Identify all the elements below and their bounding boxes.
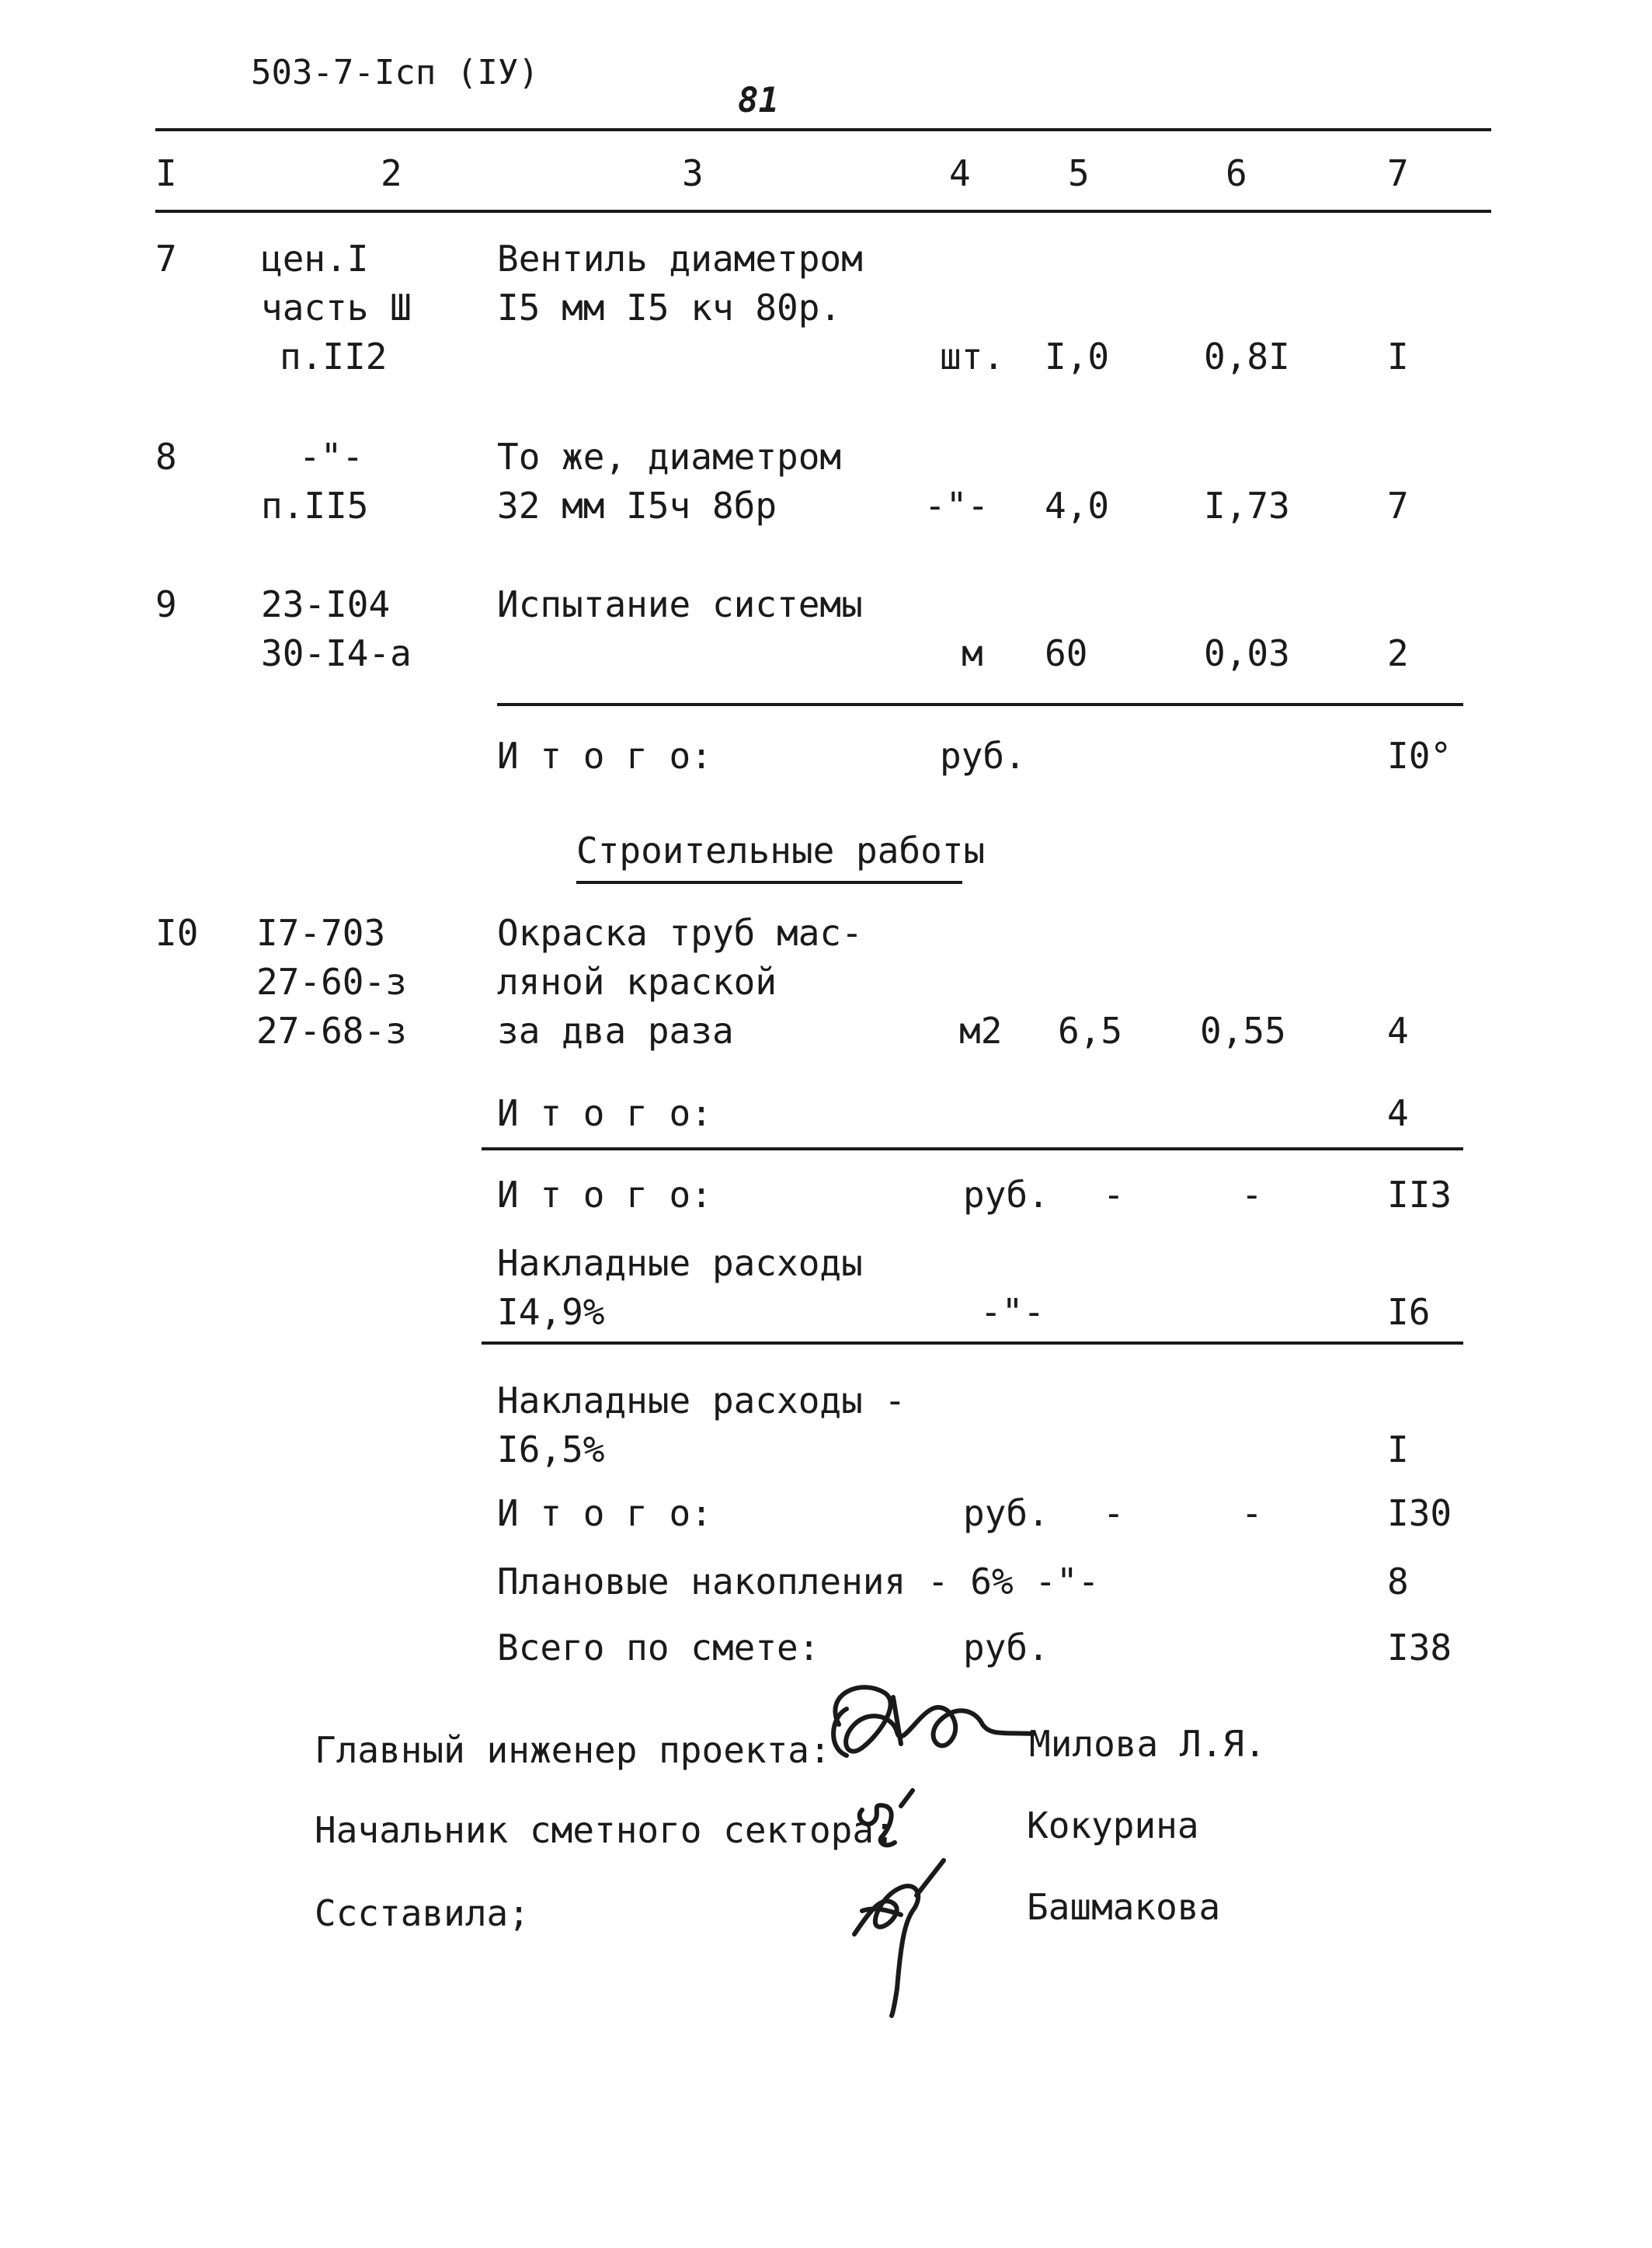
signatory-role: Ссставила; <box>315 1892 530 1934</box>
item-description: ляной краской <box>497 961 777 1003</box>
total: I30 <box>1387 1492 1452 1534</box>
total: 4 <box>1387 1010 1409 1052</box>
unit: м <box>962 632 983 674</box>
page-number: 81 <box>738 81 779 120</box>
unit: руб. <box>963 1492 1049 1534</box>
norm-code: цен.I <box>261 238 369 280</box>
unit-price: 0,55 <box>1200 1010 1286 1052</box>
total: II3 <box>1387 1174 1452 1216</box>
total-label: И т о г о: <box>497 1174 712 1216</box>
signatory-role: Главный инженер проекта: <box>315 1729 831 1771</box>
total: I0° <box>1387 735 1452 777</box>
handwritten-signatures <box>808 1662 1056 2020</box>
dash: - <box>1241 1492 1263 1534</box>
unit: -"- <box>980 1291 1045 1333</box>
total: I6 <box>1387 1291 1431 1333</box>
quantity: I,0 <box>1045 336 1110 378</box>
norm-code: 30-I4-а <box>261 632 412 674</box>
norm-code: 23-I04 <box>261 583 391 625</box>
total: I38 <box>1387 1627 1452 1669</box>
signatory-name: Кокурина <box>1027 1804 1199 1846</box>
unit: руб. <box>963 1627 1049 1669</box>
signatory-name: Башмакова <box>1027 1886 1221 1928</box>
item-description: I5 мм I5 кч 80р. <box>497 287 842 329</box>
dash: - <box>1241 1174 1263 1216</box>
col-header-1: I <box>155 152 177 194</box>
col-header-4: 4 <box>949 152 971 194</box>
overhead-rule <box>482 1341 1463 1345</box>
col-header-6: 6 <box>1226 152 1247 194</box>
norm-code: п.II5 <box>261 485 369 527</box>
norm-code: 27-60-з <box>256 961 407 1003</box>
item-description: за два раза <box>497 1010 734 1052</box>
total: 2 <box>1387 632 1409 674</box>
overhead-label: Накладные расходы - <box>497 1380 906 1422</box>
row-number: 9 <box>155 583 177 625</box>
norm-code: I7-703 <box>256 912 386 954</box>
header-bottom-rule <box>155 210 1491 213</box>
row-number: 8 <box>155 436 177 478</box>
col-header-3: 3 <box>682 152 704 194</box>
overhead-rate: I6,5% <box>497 1428 605 1470</box>
norm-code: 27-68-з <box>256 1010 407 1052</box>
signatory-role: Начальник сметного сектора: <box>315 1809 896 1851</box>
overhead-label: Накладные расходы <box>497 1242 863 1284</box>
item-description: То же, диаметром <box>497 436 842 478</box>
item-description: Вентиль диаметром <box>497 238 863 280</box>
unit: руб. <box>963 1174 1049 1216</box>
unit: шт. <box>940 336 1005 378</box>
row-number: I0 <box>155 912 199 954</box>
quantity: 6,5 <box>1058 1010 1123 1052</box>
item-description: 32 мм I5ч 8бр <box>497 485 777 527</box>
planned-savings-label: Плановые накопления - 6% -"- <box>497 1561 1100 1602</box>
item-description: Окраска труб мас- <box>497 912 863 954</box>
subtotal-label: И т о г о: <box>497 1092 712 1134</box>
total-rule <box>482 1147 1463 1150</box>
total: 8 <box>1387 1561 1409 1602</box>
quantity: 60 <box>1045 632 1088 674</box>
subtotal-rule <box>497 703 1463 706</box>
total-label: И т о г о: <box>497 1492 712 1534</box>
grand-total-label: Всего по смете: <box>497 1627 820 1669</box>
unit-price: 0,8I <box>1204 336 1290 378</box>
unit-price: I,73 <box>1204 485 1290 527</box>
total: I <box>1387 336 1409 378</box>
total: 4 <box>1387 1092 1409 1134</box>
total: 7 <box>1387 485 1409 527</box>
col-header-7: 7 <box>1387 152 1409 194</box>
col-header-5: 5 <box>1068 152 1090 194</box>
row-number: 7 <box>155 238 177 280</box>
overhead-rate: I4,9% <box>497 1291 605 1333</box>
quantity: 4,0 <box>1045 485 1110 527</box>
norm-code: п.II2 <box>280 336 388 378</box>
norm-code: -"- <box>299 436 364 478</box>
col-header-2: 2 <box>381 152 402 194</box>
item-description: Испытание системы <box>497 583 863 625</box>
section-title: Строительные работы <box>576 830 986 872</box>
signatory-name: Милова Л.Я. <box>1029 1723 1266 1765</box>
unit: -"- <box>924 485 989 527</box>
dash: - <box>1103 1174 1125 1216</box>
norm-code: часть Ш <box>261 287 412 329</box>
document-code: 503-7-Iсп (IУ) <box>251 53 539 92</box>
total: I <box>1387 1428 1409 1470</box>
section-title-underline <box>576 881 962 884</box>
table-top-rule <box>155 128 1491 131</box>
unit-price: 0,03 <box>1204 632 1290 674</box>
dash: - <box>1103 1492 1125 1534</box>
unit: м2 <box>959 1010 1003 1052</box>
unit: руб. <box>940 735 1026 777</box>
subtotal-label: И т о г о: <box>497 735 712 777</box>
